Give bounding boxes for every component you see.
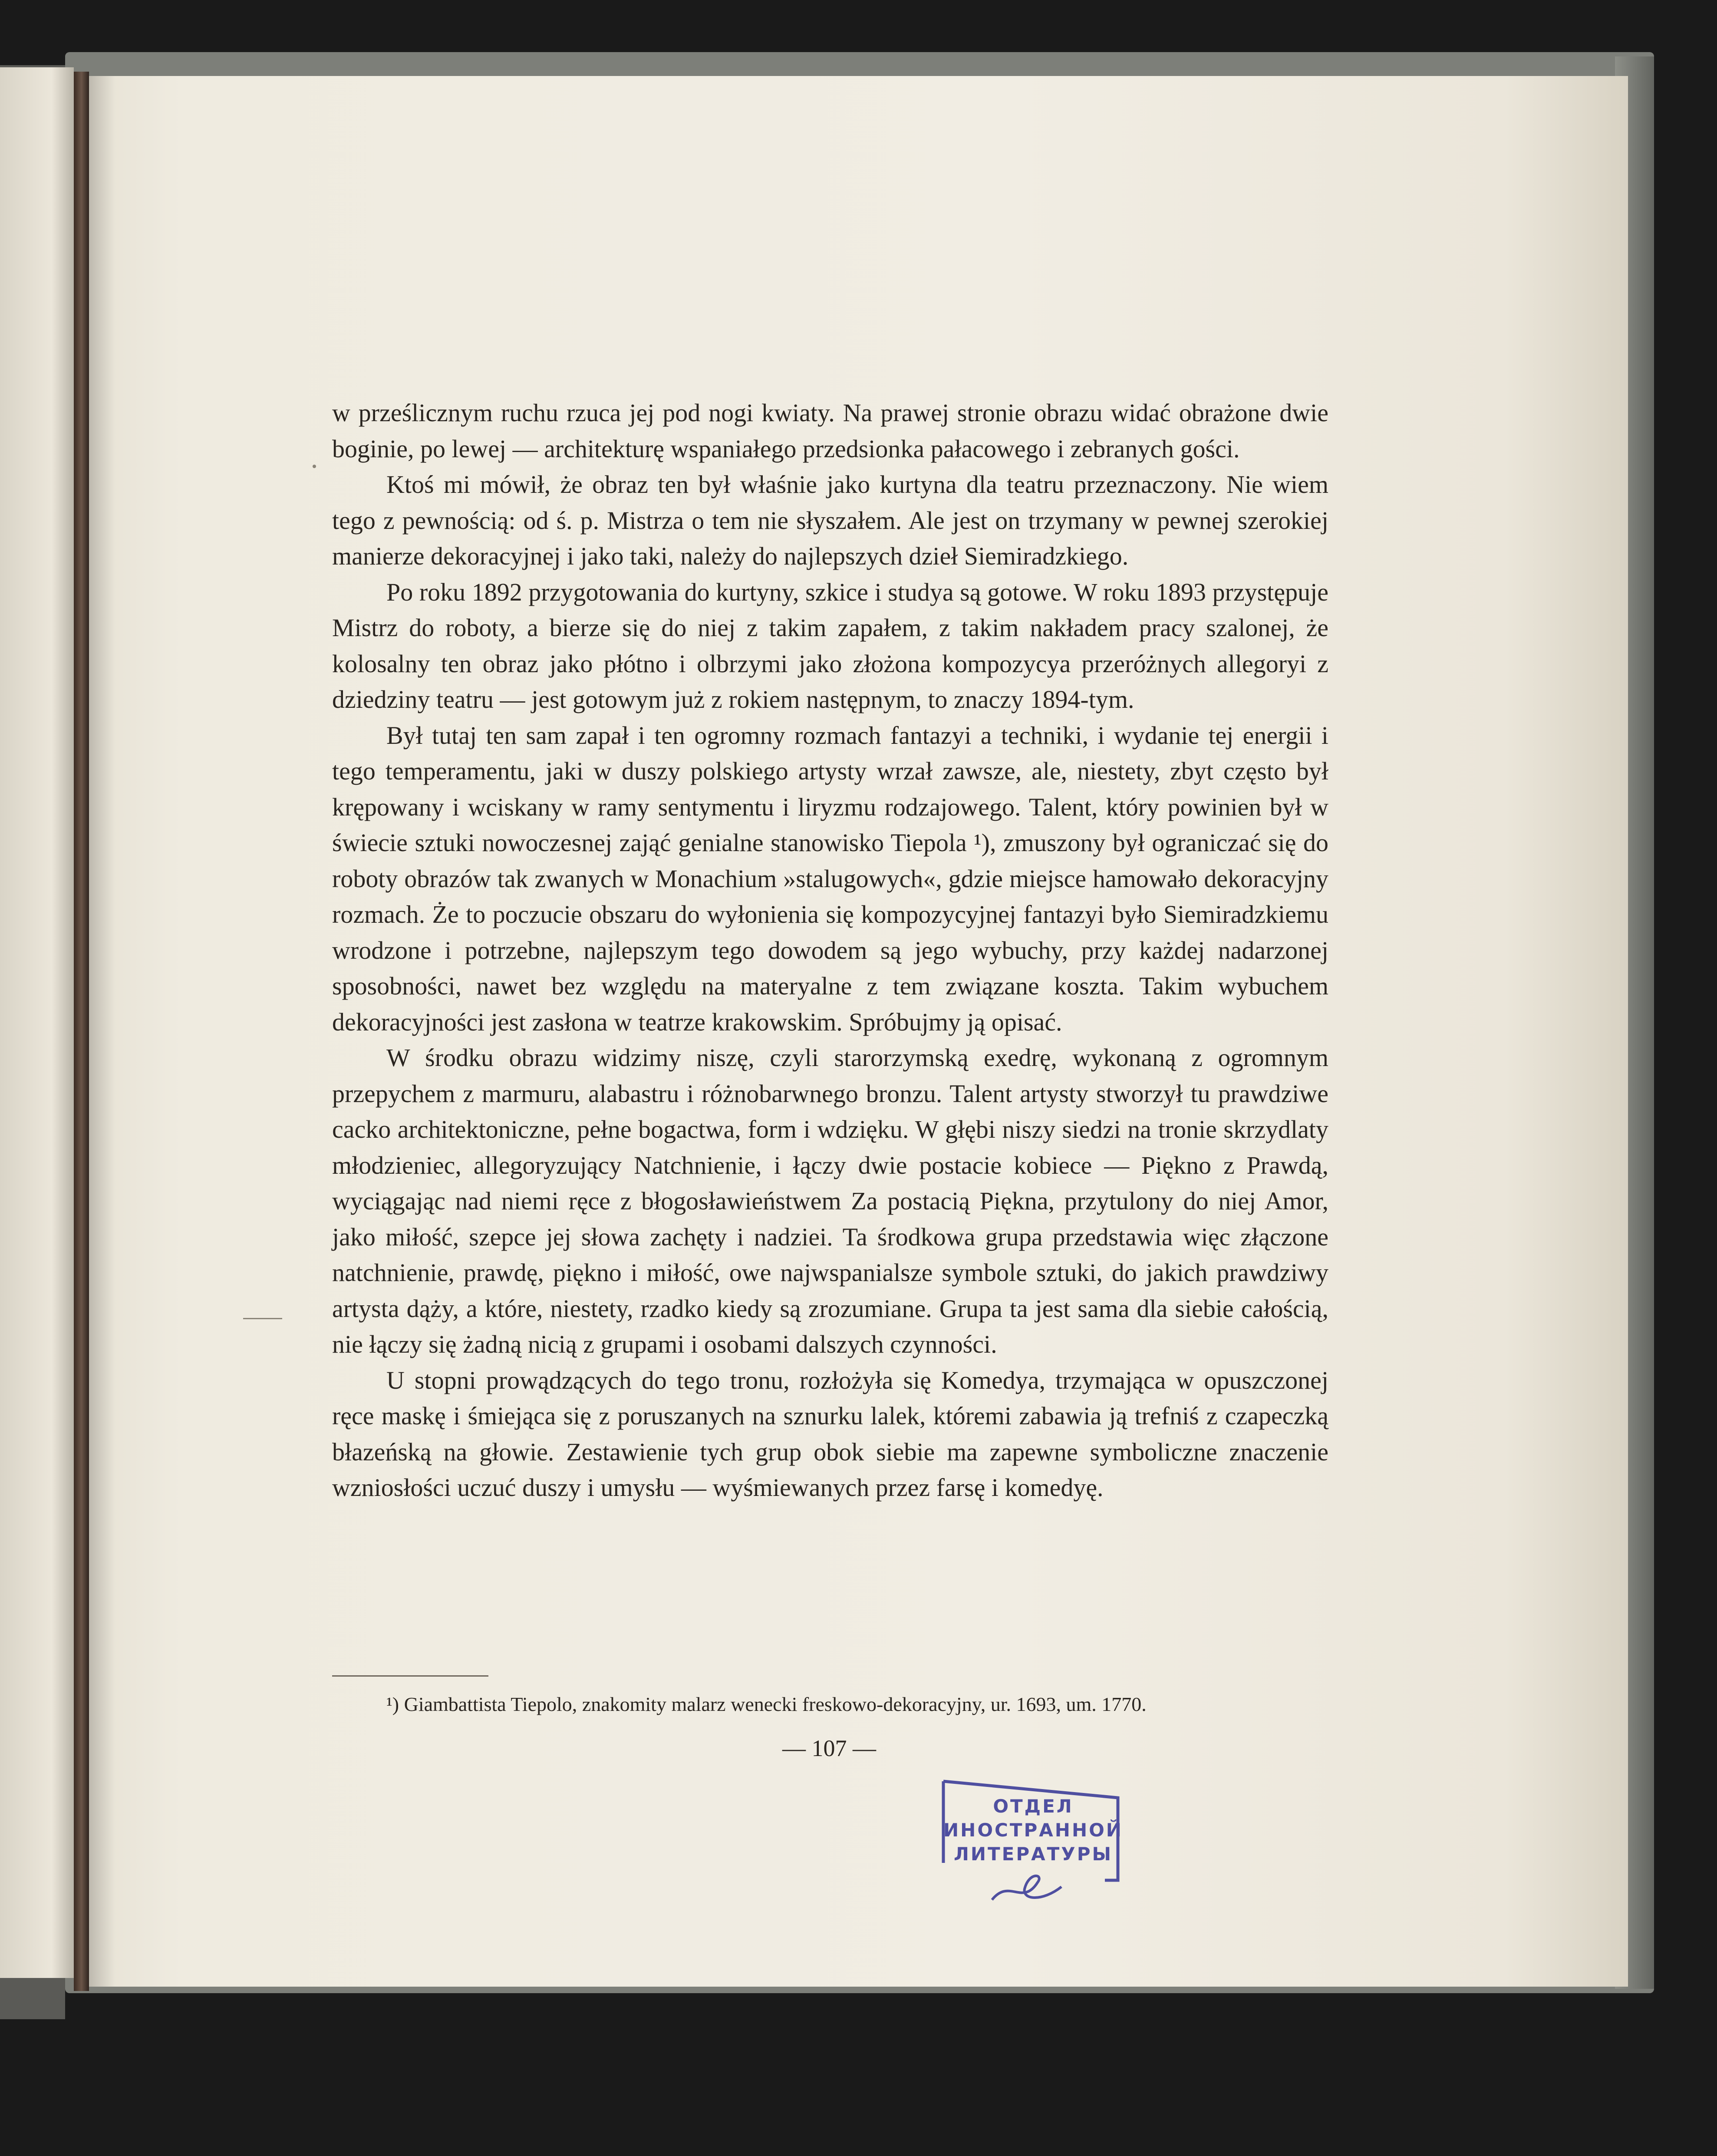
paragraph: Ktoś mi mówił, że obraz ten był właśnie jako kurtyna dla teatru przeznaczony. Nie wiem tego z pewnością: od ś. p. Mistrza o tem nie słyszałem. Ale jest on trzymany w pewnej szerokiej manierze dekoracyjnej i jako taki, należy do najlepszych dzieł Siemiradzkiego. — [332, 470, 1328, 570]
paragraph: Po roku 1892 przygotowania do kurtyny, szkice i studya są gotowe. W roku 1893 przystępuje Mistrz do roboty, a bierze się do niej z takim zapałem, z takim nakładem pracy szalonej, że kolosalny ten obraz jako płótno i olbrzymi jako złożona kompozycya przeróżnych allegoryi z dziedziny teatru — jest gotowym już z rokiem następnym, to znaczy 1894-tym. — [332, 578, 1328, 713]
paragraph: w prześlicznym ruchu rzuca jej pod nogi kwiaty. Na prawej stronie obrazu widać obrażone dwie boginie, po lewej — architekturę wspaniałego przedsionka pałacowego i zebranych gości. — [332, 399, 1328, 463]
stamp-line: ЛИТЕРАТУРЫ — [954, 1843, 1113, 1865]
previous-page-edge — [0, 67, 74, 1978]
stamp-line: ОТДЕЛ — [993, 1796, 1074, 1817]
paragraph: Był tutaj ten sam zapał i ten ogromny rozmach fantazyi a techniki, i wydanie tej energii i tego temperamentu, jaki w duszy polskiego artysty wrzał zawsze, ale, niestety, zbyt często był krępowany i wciskany w ramy sentymentu i liryzmu rodzajowego. Talent, który powinien był w świecie sztuki nowoczesnej zająć genialne stanowisko Tiepola ¹), zmuszony był ograniczać się do roboty obrazów tak zwanych w Monachium »stalugowych«, gdzie miejsce hamowało dekoracyjny rozmach. Że to poczucie obszaru do wyłonienia się kompozycyjnej fantazyi było Siemiradzkiemu wrodzone i potrzebne, najlepszym tego dowodem są jego wybuchy, przy każdej nadarzonej sposobności, nawet bez względu na materyalne z tem związane koszta. Takim wybuchem dekoracyjności jest zasłona w teatrze krakowskim. Spróbujmy ją opisać. — [332, 721, 1328, 1036]
stamp-line: ИНОСТРАННОЙ — [943, 1819, 1123, 1841]
footnote — [386, 1691, 1341, 1717]
stray-mark — [313, 465, 316, 468]
library-stamp — [936, 1776, 1131, 1915]
footnote-divider — [332, 1675, 488, 1677]
gutter-shadow — [89, 76, 115, 1987]
paragraph: W środku obrazu widzimy niszę, czyli starorzymską exedrę, wykonaną z ogromnym przepychem z marmuru, alabastru i różnobarwnego bronzu. Talent artysty stworzył tu prawdziwe cacko architektoniczne, pełne bogactwa, form i wdzięku. W głębi niszy siedzi na tronie skrzydlaty młodzieniec, allegoryzujący Natchnienie, i łączy dwie postacie kobiece — Piękno z Prawdą, wyciągając nad niemi ręce z błogosławieństwem Za postacią Piękna, przytulony do niej Amor, jako miłość, szepce jej słowa zachęty i nadziei. Ta środkowa grupa przedstawia więc złączone natchnienie, prawdę, piękno i miłość, owe najwspanialsze symbole sztuki, do jakich prawdziwy artysta dąży, a które, niestety, rzadko kiedy są zrozumiane. Grupa ta jest sama dla siebie całością, nie łączy się żadną nicią z grupami i osobami dalszych czynności. — [332, 1043, 1328, 1358]
signature-icon — [992, 1876, 1061, 1900]
footnote-text: Giambattista Tiepolo, znakomity malarz wenecki freskowo-dekoracyjny, ur. 1693, um. 1770. — [404, 1693, 1147, 1715]
book-spine — [74, 72, 89, 1991]
paragraph: U stopni prowądzących do tego tronu, rozłożyła się Komedya, trzymająca w opuszczonej ręce maskę i śmiejąca się z poruszanych na sznurku lalek, któremi zabawia ją trefniś z czapeczką błazeńską na głowie. Zestawienie tych grup obok siebie ma zapewne symboliczne znaczenie wzniosłości uczuć duszy i umysłu — wyśmiewanych przez farsę i komedyę. — [332, 1366, 1328, 1502]
stray-mark — [243, 1318, 282, 1319]
page-number: — 107 — — [782, 1735, 876, 1761]
footnote-marker: ¹) — [386, 1693, 399, 1715]
body-text — [332, 395, 1328, 1506]
